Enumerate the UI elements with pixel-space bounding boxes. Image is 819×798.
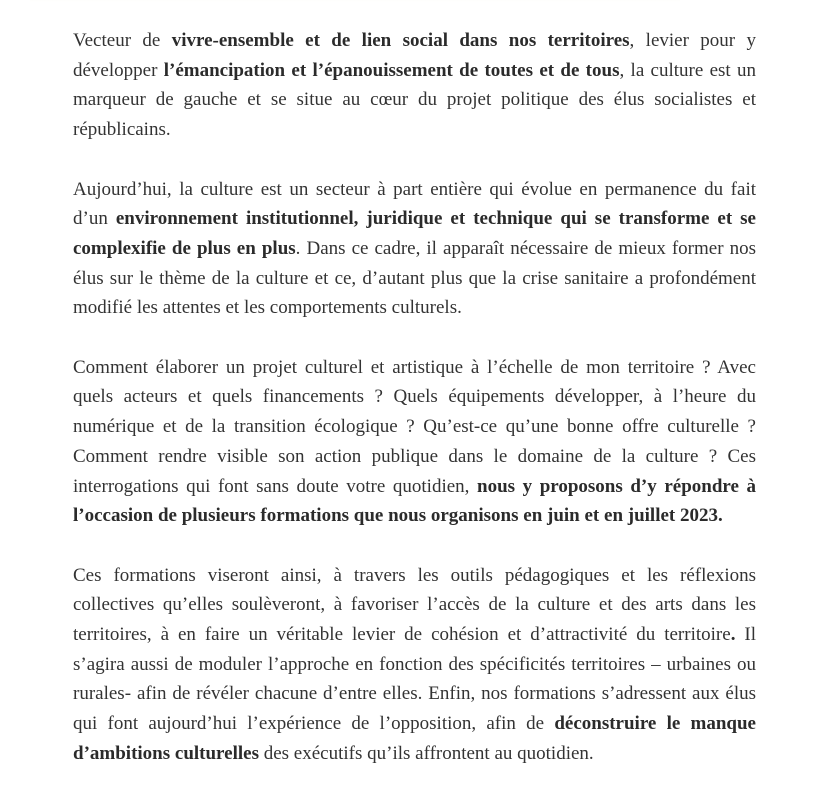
paragraph-intro <box>73 26 756 145</box>
text-segment: Aujourd’hui, la culture est un secteur à part entière qui évolue en permanence du fait d’un <box>73 178 756 230</box>
text-segment: Comment élaborer un projet culturel et artistique à l’échelle de mon territoire ? Avec quels acteurs et quels financements ? Quels équipements développer, à l’heure du numérique et de la transition écologique ? Qu’est-ce qu’une bonne offre culturelle ? Comment rendre visible son action publique dans le domaine de la culture ? Ces interrogations qui font sans doute votre quotidien, <box>73 356 756 497</box>
paragraph-questions <box>73 353 756 531</box>
text-segment: , levier pour y développer <box>73 30 757 81</box>
emphasis-segment: environnement institutionnel, juridique et technique qui se transforme et se complexifie de plus en plus <box>73 208 756 259</box>
cropped-heading-remnant <box>30 0 680 2</box>
emphasis-segment: nous y proposons d’y répondre à l’occasion de plusieurs formations que nous organisons en juin et en juillet 2023. <box>73 475 757 527</box>
text-segment: Il s’agira aussi de moduler l’approche en fonction des spécificités territoires – urbaines ou rurales- afin de révéler chacune d’entre elles. Enfin, nos formations s’adressent aux élus qui font aujourd’hui l’expérience de l’opposition, afin de <box>73 624 757 735</box>
document-body <box>73 26 756 798</box>
text-segment: Vecteur de <box>73 30 172 51</box>
text-segment: des exécutifs qu’ils affrontent au quotidien. <box>258 742 594 764</box>
text-segment: . Dans ce cadre, il apparaît nécessaire de mieux former nos élus sur le thème de la culture et ce, d’autant plus que la crise sanitaire a profondément modifié les attentes et les comportements culturels. <box>73 237 756 319</box>
emphasis-segment: vivre-ensemble et de lien social dans nos territoires <box>171 30 630 51</box>
paragraph-objectives <box>73 561 756 769</box>
text-segment: , la culture est un marqueur de gauche et se situe au cœur du projet politique des élus socialistes et républicains. <box>73 59 757 141</box>
emphasis-segment: . <box>730 624 736 646</box>
text-segment: Ces formations viseront ainsi, à travers les outils pédagogiques et les réflexions collectives qu’elles soulèveront, à favoriser l’accès de la culture et des arts dans les territoires, à en faire un véritable levier de cohésion et d’attractivité du territoire <box>73 564 756 646</box>
emphasis-segment: déconstruire le manque d’ambitions culturelles <box>73 713 756 764</box>
paragraph-context <box>73 175 756 324</box>
emphasis-segment: l’émancipation et l’épanouissement de toutes et de tous <box>163 59 620 81</box>
